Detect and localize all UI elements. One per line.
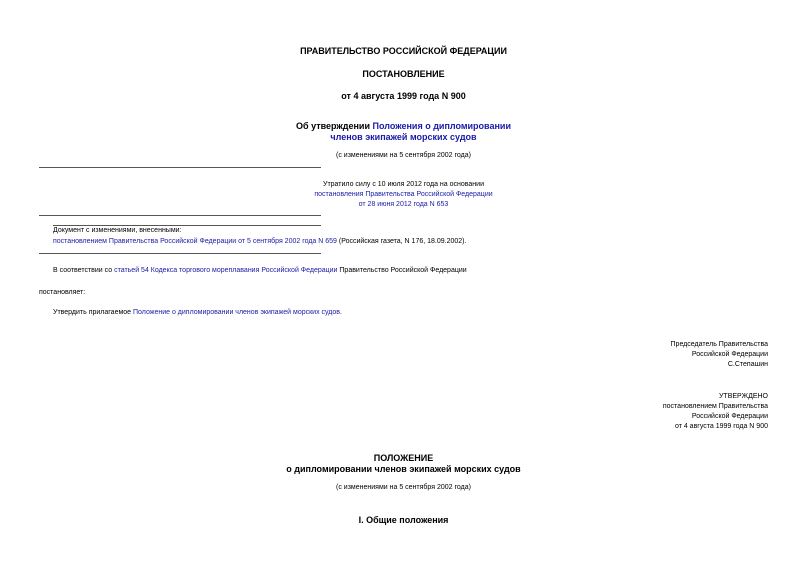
divider [53, 225, 321, 226]
approval-line4: от 4 августа 1999 года N 900 [674, 423, 768, 430]
changes-source: (Российская газета, N 176, 18.09.2002). [336, 238, 467, 245]
expired-link-line1[interactable]: постановления Правительства Российской Федерации [314, 191, 493, 198]
para1-suffix: Правительство Российской Федерации [337, 267, 467, 274]
divider [39, 253, 321, 254]
regulation-link-line2[interactable]: членов экипажей морских судов [330, 132, 477, 142]
regulation-title: ПОЛОЖЕНИЕ [373, 453, 434, 463]
body-paragraph-2 [53, 309, 342, 316]
regulation-amendments-note: (с изменениями на 5 сентября 2002 года) [336, 484, 471, 491]
para1-prefix: В соответствии со [53, 267, 115, 274]
changes-label: Документ с изменениями, внесенными: [53, 227, 182, 234]
changes-line [53, 238, 466, 245]
signature-org: Российской Федерации [691, 351, 768, 358]
regulation-subtitle: о дипломировании членов экипажей морских судов [286, 464, 521, 474]
body-paragraph-1 [53, 267, 467, 274]
approval-line2: постановлением Правительства [662, 403, 768, 410]
regulation-link[interactable]: Положение о дипломировании членов экипажей морских судов [133, 309, 340, 316]
document-type-heading: ПОСТАНОВЛЕНИЕ [362, 69, 445, 79]
para2-suffix: . [340, 309, 342, 316]
signature-name: С.Степашин [727, 361, 768, 368]
approval-line3: Российской Федерации [691, 413, 768, 420]
regulation-link-line1[interactable]: Положения о дипломировании [372, 121, 511, 131]
signature-block [671, 340, 768, 370]
divider [39, 167, 321, 168]
expired-notice-text: Утратило силу с 10 июля 2012 года на основании [323, 181, 484, 188]
approval-heading: УТВЕРЖДЕНО [718, 393, 768, 400]
title-amendments-note: (с изменениями на 5 сентября 2002 года) [336, 152, 471, 159]
para2-prefix: Утвердить прилагаемое [53, 309, 134, 316]
code-article-link[interactable]: статьей 54 Кодекса торгового мореплавания Российской Федерации [114, 267, 338, 274]
section-heading: I. Общие положения [358, 515, 449, 525]
title-prefix: Об утверждении [296, 121, 373, 131]
government-heading: ПРАВИТЕЛЬСТВО РОССИЙСКОЙ ФЕДЕРАЦИИ [300, 46, 507, 56]
resolves-text: постановляет: [39, 289, 86, 296]
expired-notice [0, 180, 807, 210]
divider [39, 215, 321, 216]
approval-block [663, 392, 768, 432]
signature-title: Председатель Правительства [670, 341, 768, 348]
changes-link[interactable]: постановлением Правительства Российской Федерации от 5 сентября 2002 года N 659 [53, 238, 337, 245]
expired-link-line2[interactable]: от 28 июня 2012 года N 653 [358, 201, 449, 208]
document-date-heading: от 4 августа 1999 года N 900 [341, 91, 466, 101]
document-title [0, 121, 807, 131]
